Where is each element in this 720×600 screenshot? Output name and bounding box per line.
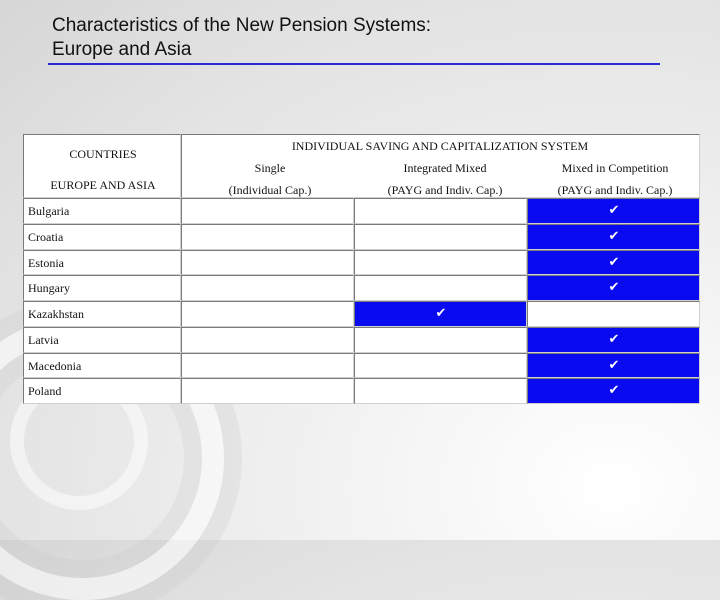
cell-integrated-mixed (354, 224, 527, 250)
country-cell (23, 378, 181, 404)
country-cell (23, 250, 181, 276)
region-header-label: EUROPE AND ASIA (50, 178, 156, 192)
title-underline (48, 63, 660, 65)
check-icon: ✔ (608, 383, 620, 399)
system-header-label: INDIVIDUAL SAVING AND CAPITALIZATION SYSTEM (291, 139, 589, 153)
cell-single (181, 224, 354, 250)
cell-single (181, 250, 354, 276)
country-cell (23, 327, 181, 353)
cell-integrated-mixed (354, 198, 527, 224)
cell-mixed-competition (527, 327, 700, 353)
cell-integrated-mixed (354, 301, 527, 327)
cell-integrated-mixed (354, 378, 527, 404)
cell-mixed-competition (527, 301, 700, 327)
check-icon: ✔ (608, 280, 620, 296)
check-icon: ✔ (608, 357, 620, 373)
check-icon: ✔ (608, 331, 620, 347)
column-mixed-competition-label: Mixed in Competition (561, 161, 669, 175)
countries-header-cell (23, 134, 181, 198)
cell-single (181, 378, 354, 404)
cell-single (181, 353, 354, 379)
country-label: Macedonia (28, 358, 82, 373)
cell-single (181, 327, 354, 353)
country-label: Poland (28, 384, 62, 399)
cell-single (181, 275, 354, 301)
slide-title-line-1: Characteristics of the New Pension Systems: (52, 15, 432, 36)
cell-integrated-mixed (354, 353, 527, 379)
slide-title (52, 14, 672, 62)
country-label: Latvia (28, 332, 59, 347)
cell-single (181, 198, 354, 224)
cell-mixed-competition (527, 378, 700, 404)
column-single-sublabel: (Individual Cap.) (228, 183, 312, 197)
countries-header-label: COUNTRIES (69, 147, 137, 161)
country-label: Estonia (28, 255, 64, 270)
country-cell (23, 224, 181, 250)
check-icon: ✔ (608, 203, 620, 218)
country-cell (23, 353, 181, 379)
check-icon: ✔ (435, 306, 447, 321)
column-integrated-mixed-sublabel: (PAYG and Indiv. Cap.) (387, 183, 503, 197)
column-integrated-mixed-label: Integrated Mixed (403, 161, 487, 175)
check-icon: ✔ (608, 254, 620, 270)
cell-mixed-competition (527, 198, 700, 224)
cell-mixed-competition (527, 250, 700, 276)
country-label: Hungary (28, 281, 70, 296)
slide-title-line-2: Europe and Asia (52, 39, 192, 60)
check-icon: ✔ (608, 228, 620, 244)
cell-mixed-competition (527, 275, 700, 301)
column-mixed-competition-sublabel: (PAYG and Indiv. Cap.) (557, 183, 673, 197)
country-label: Kazakhstan (28, 307, 84, 321)
country-cell (23, 275, 181, 301)
cell-integrated-mixed (354, 275, 527, 301)
pension-systems-table (23, 134, 700, 406)
country-cell (23, 198, 181, 224)
column-single-label: Single (254, 161, 286, 175)
cell-integrated-mixed (354, 327, 527, 353)
country-cell (23, 301, 181, 327)
cell-integrated-mixed (354, 250, 527, 276)
system-header-cell (181, 134, 700, 198)
cell-mixed-competition (527, 353, 700, 379)
cell-single (181, 301, 354, 327)
country-label: Bulgaria (28, 204, 70, 218)
cell-mixed-competition (527, 224, 700, 250)
country-label: Croatia (28, 229, 64, 244)
